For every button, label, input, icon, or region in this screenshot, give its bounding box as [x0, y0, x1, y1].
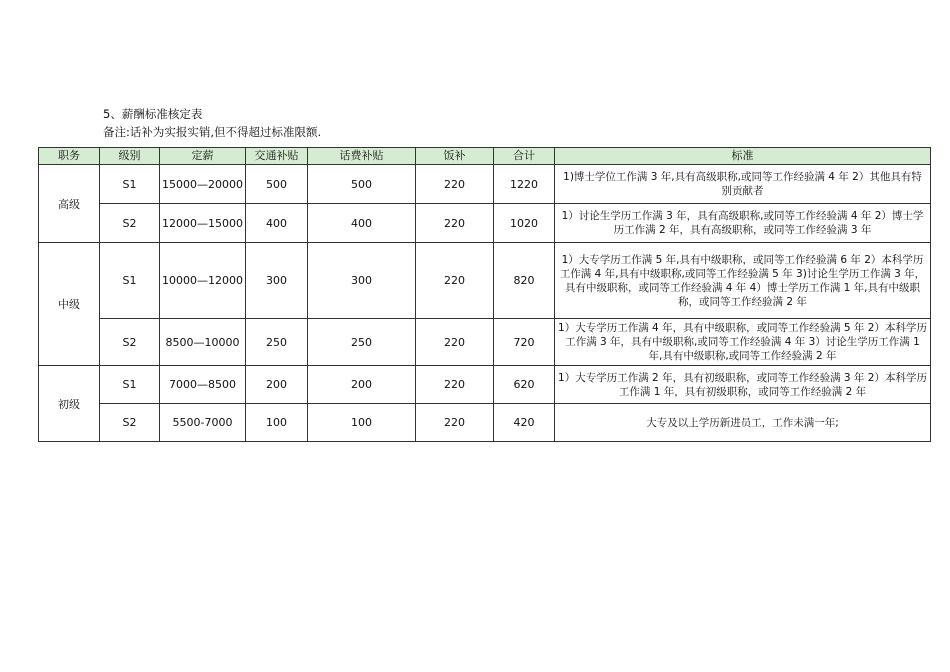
- header-position: 职务: [39, 148, 100, 165]
- table-row: [39, 165, 931, 204]
- table-row: [39, 319, 931, 366]
- header-standard: 标准: [555, 148, 931, 165]
- table-row: [39, 204, 931, 243]
- level-cell: S2: [100, 319, 160, 366]
- phone-cell: 500: [308, 165, 416, 204]
- level-cell: S1: [100, 243, 160, 319]
- table-row: [39, 243, 931, 319]
- transport-cell: 400: [246, 204, 308, 243]
- level-cell: S2: [100, 204, 160, 243]
- header-level: 级别: [100, 148, 160, 165]
- phone-cell: 400: [308, 204, 416, 243]
- table-note: 备注:话补为实报实销,但不得超过标准限额.: [103, 125, 322, 139]
- phone-cell: 300: [308, 243, 416, 319]
- standard-cell: 1）大专学历工作满 2 年，具有初级职称，或同等工作经验满 3 年 2）本科学历工作满 1 年，具有初级职称，或同等工作经验满 2 年: [555, 366, 931, 404]
- header-salary: 定薪: [160, 148, 246, 165]
- standard-cell: 1）大专学历工作满 4 年，具有中级职称，或同等工作经验满 5 年 2）本科学历工作满 3 年，具有中级职称,或同等工作经验满 4 年 3）讨论生学历工作满 1 年,具有中级职称,或同等工作经验满 2 年: [555, 319, 931, 366]
- level-cell: S2: [100, 404, 160, 442]
- table-row: [39, 404, 931, 442]
- header-total: 合计: [494, 148, 555, 165]
- level-cell: S1: [100, 165, 160, 204]
- phone-cell: 200: [308, 366, 416, 404]
- total-cell: 420: [494, 404, 555, 442]
- meal-cell: 220: [416, 243, 494, 319]
- total-cell: 1220: [494, 165, 555, 204]
- transport-cell: 100: [246, 404, 308, 442]
- transport-cell: 500: [246, 165, 308, 204]
- meal-cell: 220: [416, 165, 494, 204]
- meal-cell: 220: [416, 404, 494, 442]
- header-transport: 交通补贴: [246, 148, 308, 165]
- standard-cell: 大专及以上学历新进员工，工作未满一年;: [555, 404, 931, 442]
- position-cell: 中级: [39, 243, 100, 366]
- meal-cell: 220: [416, 204, 494, 243]
- transport-cell: 300: [246, 243, 308, 319]
- salary-cell: 15000—20000: [160, 165, 246, 204]
- table-row: [39, 366, 931, 404]
- meal-cell: 220: [416, 366, 494, 404]
- salary-standard-table: [38, 147, 931, 442]
- section-title: 5、薪酬标准核定表: [103, 107, 203, 121]
- standard-cell: 1）大专学历工作满 5 年,具有中级职称，或同等工作经验满 6 年 2）本科学历工作满 4 年,具有中级职称,或同等工作经验满 5 年 3)讨论生学历工作满 3 年，具有中级职称，或同等工作经验满 4 年 4）博士学历工作满 1 年,具有中级职称，或同等工作经验满 2 年: [555, 243, 931, 319]
- position-cell: 高级: [39, 165, 100, 243]
- transport-cell: 200: [246, 366, 308, 404]
- phone-cell: 100: [308, 404, 416, 442]
- total-cell: 620: [494, 366, 555, 404]
- total-cell: 820: [494, 243, 555, 319]
- transport-cell: 250: [246, 319, 308, 366]
- salary-cell: 12000—15000: [160, 204, 246, 243]
- salary-cell: 8500—10000: [160, 319, 246, 366]
- meal-cell: 220: [416, 319, 494, 366]
- total-cell: 720: [494, 319, 555, 366]
- salary-cell: 5500-7000: [160, 404, 246, 442]
- phone-cell: 250: [308, 319, 416, 366]
- salary-cell: 10000—12000: [160, 243, 246, 319]
- header-meal: 饭补: [416, 148, 494, 165]
- position-cell: 初级: [39, 366, 100, 442]
- salary-cell: 7000—8500: [160, 366, 246, 404]
- table-header-row: [39, 148, 931, 165]
- total-cell: 1020: [494, 204, 555, 243]
- header-phone: 话费补贴: [308, 148, 416, 165]
- standard-cell: 1)博士学位工作满 3 年,具有高级职称,或同等工作经验满 4 年 2）其他具有特别贡献者: [555, 165, 931, 204]
- standard-cell: 1）讨论生学历工作满 3 年，具有高级职称,或同等工作经验满 4 年 2）博士学历工作满 2 年，具有高级职称，或同等工作经验满 3 年: [555, 204, 931, 243]
- level-cell: S1: [100, 366, 160, 404]
